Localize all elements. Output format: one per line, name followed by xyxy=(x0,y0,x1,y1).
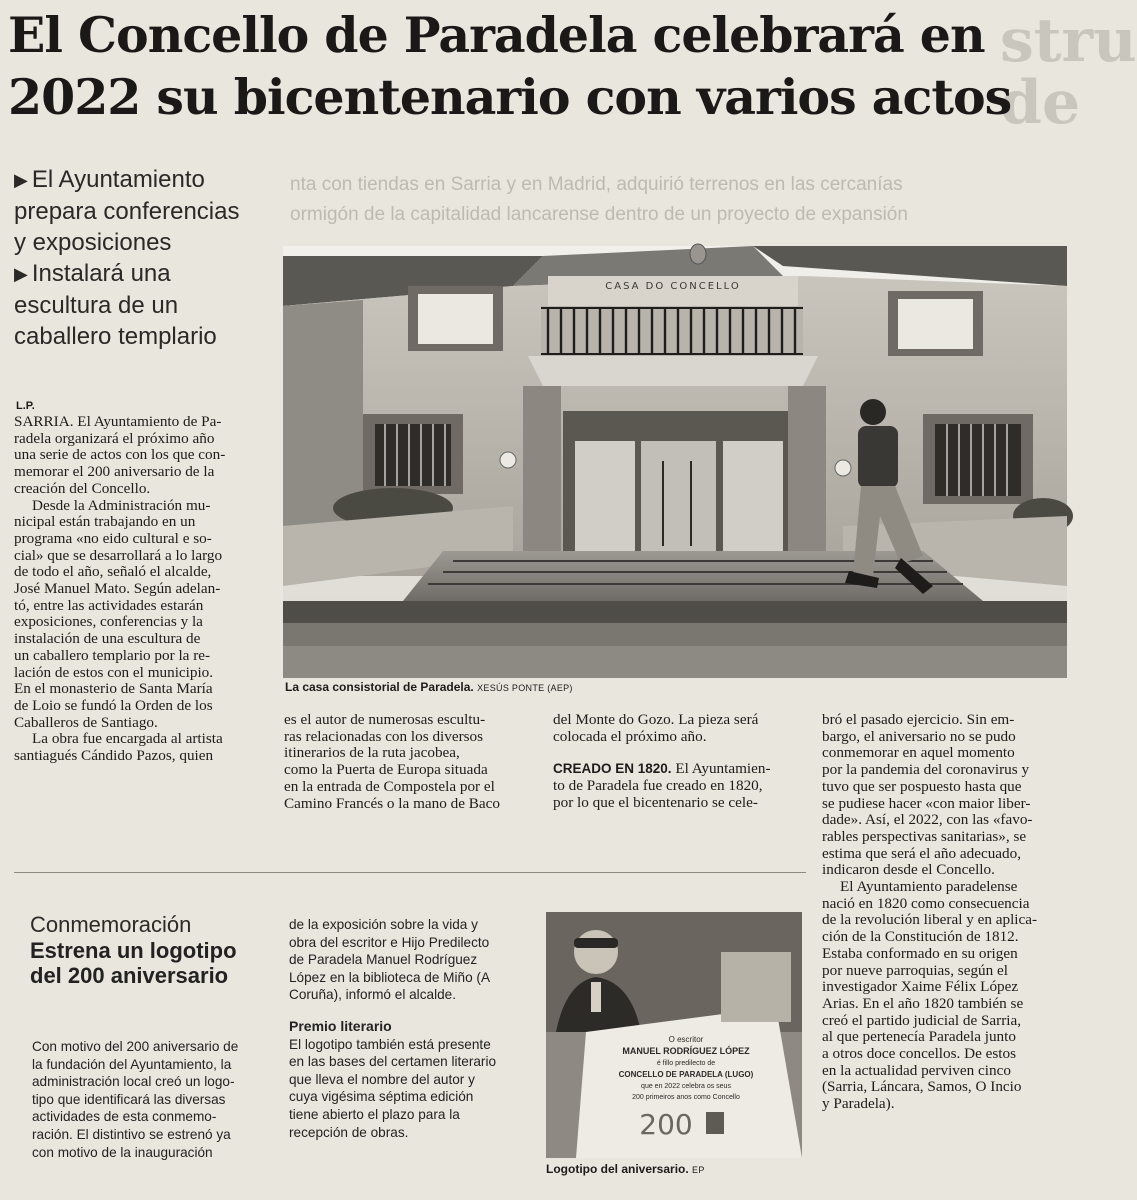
bleed-through-top-right: stru de xyxy=(1000,6,1137,138)
logo-photo xyxy=(546,912,802,1158)
paragraph-2: Desde la Administración mu- nicipal están trabajando en un programa «no eido cultural e so- cial» que se desarrollará a lo largo de todo el año, señaló el alcalde, José Manuel Mato. Según adelan- tó, entre las actividades estarán exposiciones, conferencias y la instalación de una escultura de un caballero templario por la re- lación de estos con el municipio. En el monasterio de Santa María de Loio se fundó la Orden de los Caballeros de Santiago. xyxy=(14,496,223,731)
svg-text:CONCELLO DE PARADELA (LUGO): CONCELLO DE PARADELA (LUGO) xyxy=(618,1070,754,1079)
paragraph-col4-a: bró el pasado ejercicio. Sin em- bargo, el aniversario no se pudo conmemorar en aquel momento por la pandemia del coronavirus y tuvo que ser pospuesto hasta que se pudiese hacer «con maior liber- dade». Así, el 2022, con las «favo- rables perspectivas sanitarias», se estima que será el año adecuado, indicaron desde el Concello. xyxy=(822,711,1033,879)
subhead-2: ▶ Instalará una escultura de un caballero templario xyxy=(14,260,217,350)
svg-text:200 primeiros anos como Concel: 200 primeiros anos como Concello xyxy=(632,1094,740,1101)
town-hall-photo xyxy=(283,246,1067,678)
bleed-through-right-lines: nta con tiendas en Sarria y en Madrid, adquirió terrenos en las cercanías ormigón de la capitalidad lancarense dentro de un proyecto de expansión xyxy=(290,174,908,225)
sidebar-title: Estrena un logotipo del 200 aniversario xyxy=(30,938,237,988)
svg-text:que en 2022 celebra os seus: que en 2022 celebra os seus xyxy=(641,1083,731,1090)
triangle-icon: ▶ xyxy=(14,264,28,284)
subhead-1: ▶ El Ayuntamiento prepara conferencias y exposiciones xyxy=(14,166,240,256)
sidebar-column-1: Con motivo del 200 aniversario de la fundación del Ayuntamiento, la administración local creó un logo- tipo que identificará las diversas actividades de esta conmemo- ración. El distintivo se estrenó ya con motivo de la inauguración xyxy=(32,1039,239,1160)
main-photo xyxy=(283,246,1067,678)
building-sign xyxy=(605,281,740,292)
headline: El Concello de Paradela celebrará en 2022 su bicentenario con varios actos xyxy=(8,6,1012,126)
svg-text:O escritor: O escritor xyxy=(668,1035,704,1044)
sidebar-column-2: de la exposición sobre la vida y obra del escritor e Hijo Predilecto de Paradela Manuel Rodríguez López en la biblioteca de Miño (A Coruña), informó el alcalde. Premio literario El logotipo también está presente en las bases del certamen literario que lleva el nombre del autor y cuya vigésima séptima edición tiene abierto el plazo para la recepción de obras. xyxy=(289,916,529,1141)
svg-text:é fillo predilecto de: é fillo predilecto de xyxy=(656,1060,716,1067)
article-column-4 xyxy=(822,712,1070,1113)
article-column-3: del Monte do Gozo. La pieza será colocada el próximo año. CREADO EN 1820. El Ayuntamien- to de Paradela fue creado en 1820, por lo que el bicentenario se cele- xyxy=(553,711,771,811)
svg-text:200: 200 xyxy=(639,1108,693,1141)
paragraph-1: SARRIA. El Ayuntamiento de Pa- radela organizará el próximo año una serie de actos con los que con- memorar el 200 aniversario de la creación del Concello. xyxy=(14,413,226,497)
subheads xyxy=(14,164,264,352)
triangle-icon: ▶ xyxy=(14,170,28,190)
logo-poster-photo xyxy=(546,912,802,1158)
section-lead-creado: CREADO EN 1820. xyxy=(553,761,672,777)
sidebar-minihead: Premio literario xyxy=(289,1017,392,1034)
article-column-2: es el autor de numerosas escultu- ras relacionadas con los diversos itinerarios de la ruta jacobea, como la Puerta de Europa situada en la entrada de Compostela por el Camino Francés o la mano de Baco xyxy=(284,711,500,812)
paragraph-col4-b: El Ayuntamiento paradelense nació en 1820 como consecuencia de la revolución liberal y en aplica- ción de la Constitución de 1812. Estaba conformado en su origen por nueve parroquias, según el investigador Xaime Félix López Arias. En el año 1820 también se creó el partido judicial de Sarria, al que pertenecía Paradela junto a otros doce concellos. De estos en la actualidad perviven cinco (Sarria, Láncara, Samos, O Incio y Paradela). xyxy=(822,878,1038,1113)
svg-text:CASA DO CONCELLO: CASA DO CONCELLO xyxy=(605,281,741,292)
main-photo-caption-text: La casa consistorial de Paradela. XESÚS PONTE (AEP) xyxy=(285,680,573,694)
logo-photo-caption: Logotipo del aniversario. EP xyxy=(546,1162,705,1176)
svg-text:MANUEL RODRÍGUEZ LÓPEZ: MANUEL RODRÍGUEZ LÓPEZ xyxy=(622,1046,750,1056)
section-divider xyxy=(14,872,806,873)
sidebar-kicker: Conmemoración xyxy=(30,912,192,937)
article-column-1 xyxy=(14,414,260,765)
paragraph-3: La obra fue encargada al artista santiagués Cándido Pazos, quien xyxy=(14,730,223,765)
sidebar-box xyxy=(30,912,270,988)
byline: L.P. xyxy=(16,400,35,412)
